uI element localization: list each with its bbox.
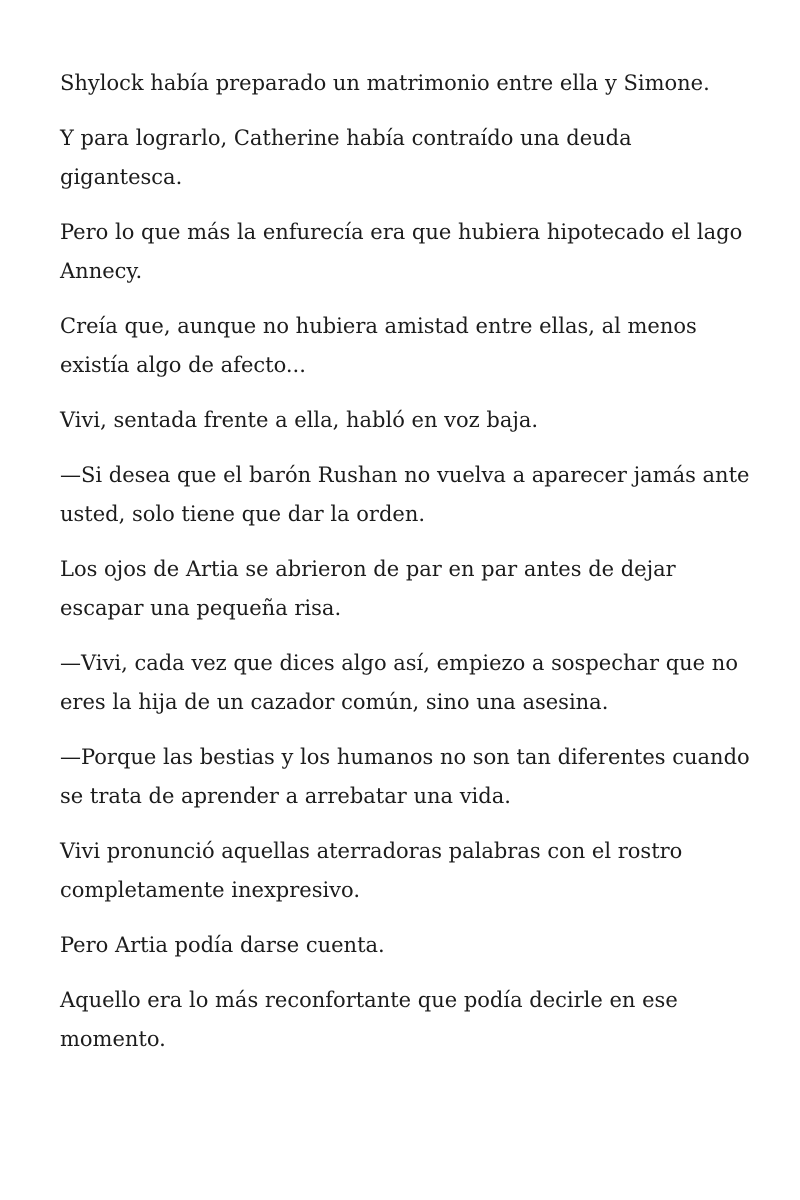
paragraph: —Vivi, cada vez que dices algo así, empiezo a sospechar que no eres la hija de un cazador común, sino una asesina. (60, 651, 738, 714)
paragraph: Vivi, sentada frente a ella, habló en voz baja. (60, 408, 539, 432)
paragraph: Pero Artia podía darse cuenta. (60, 933, 385, 957)
document-page (60, 64, 750, 1075)
paragraph: Vivi pronunció aquellas aterradoras palabras con el rostro completamente inexpresivo. (60, 839, 683, 902)
paragraph: —Si desea que el barón Rushan no vuelva a aparecer jamás ante usted, solo tiene que dar la orden. (60, 463, 750, 526)
paragraph: Pero lo que más la enfurecía era que hubiera hipotecado el lago Annecy. (60, 220, 743, 283)
paragraph: —Porque las bestias y los humanos no son tan diferentes cuando se trata de aprender a arrebatar una vida. (60, 745, 750, 808)
paragraph: Shylock había preparado un matrimonio entre ella y Simone. (60, 71, 710, 95)
paragraph: Y para lograrlo, Catherine había contraído una deuda gigantesca. (60, 126, 632, 189)
paragraph: Aquello era lo más reconfortante que podía decirle en ese momento. (60, 988, 678, 1051)
paragraph: Los ojos de Artia se abrieron de par en par antes de dejar escapar una pequeña risa. (60, 557, 676, 620)
paragraph: Creía que, aunque no hubiera amistad entre ellas, al menos existía algo de afecto... (60, 314, 697, 377)
